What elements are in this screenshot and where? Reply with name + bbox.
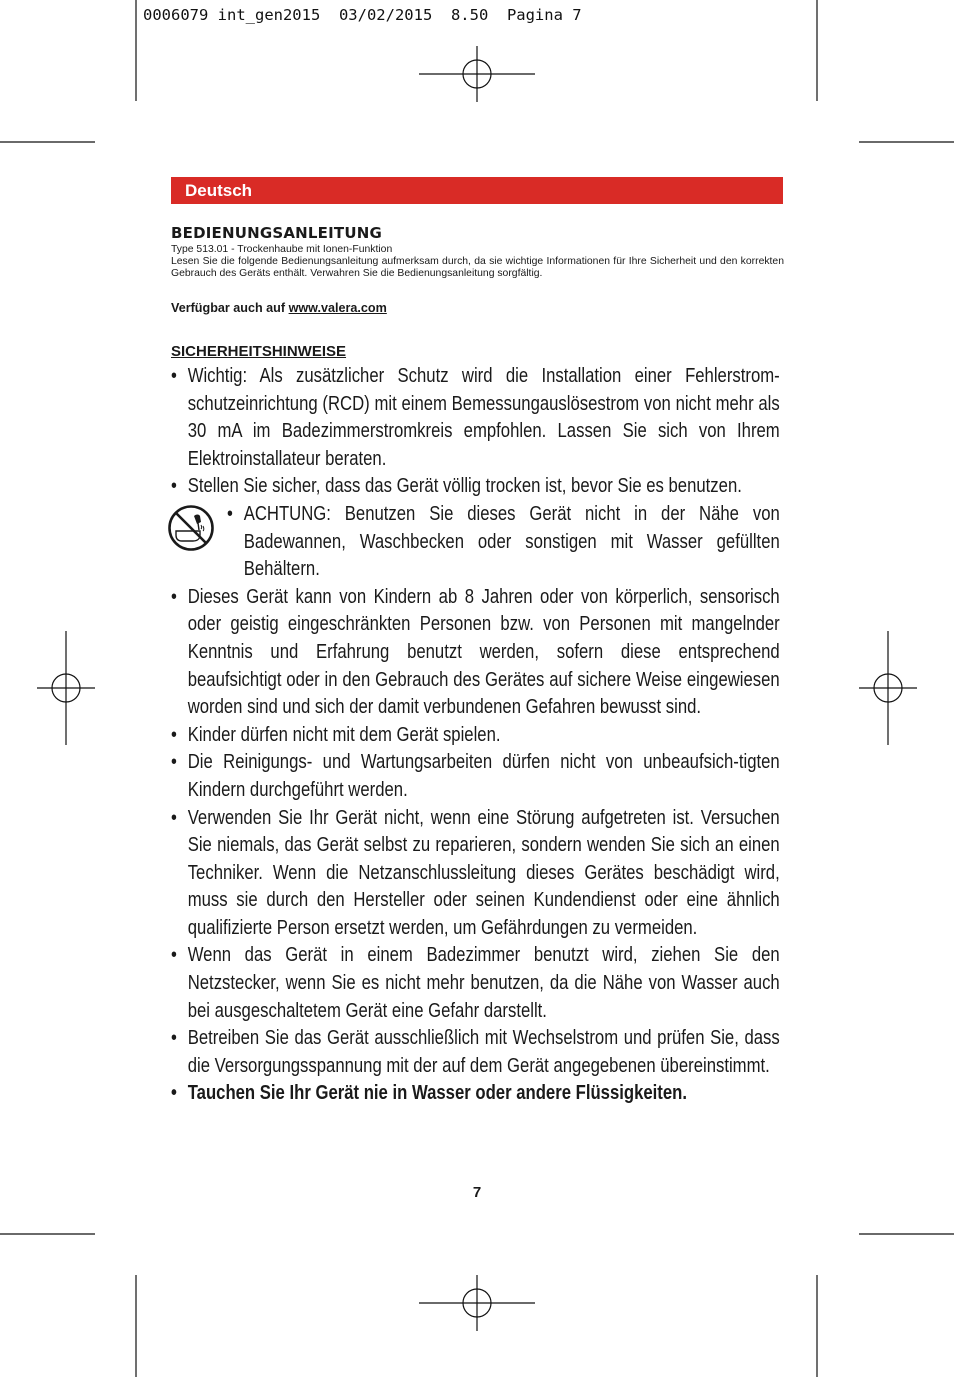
language-tab: Deutsch: [171, 177, 783, 204]
registration-mark-top: [419, 46, 535, 102]
list-item: • Die Reinigungs- und Wartungsarbeiten dürfen nicht von unbeaufsich-tigten Kindern durchgeführt werden.: [171, 749, 780, 804]
print-header: 0006079 int_gen2015 03/02/2015 8.50 Pagina 7: [143, 6, 582, 24]
registration-mark-bottom: [419, 1275, 535, 1331]
website-link[interactable]: www.valera.com: [288, 301, 387, 315]
warning-row: [171, 501, 784, 584]
type-line: Type 513.01 - Trockenhaube mit Ionen-Funktion: [171, 244, 393, 255]
intro-text: Lesen Sie die folgende Bedienungsanleitung aufmerksam durch, da sie wichtige Informationen für Ihre Sicherheit und den korrekten Gebrauch des Geräts enthält. Verwahren Sie die Bedienungsanleitung sorgfältig.: [171, 256, 784, 279]
safety-list: [171, 363, 784, 1108]
document-title: BEDIENUNGSANLEITUNG: [171, 224, 382, 242]
registration-mark-left: [37, 631, 95, 745]
list-item: • Stellen Sie sicher, dass das Gerät völlig trocken ist, bevor Sie es benutzen.: [171, 473, 780, 501]
list-item: • Verwenden Sie Ihr Gerät nicht, wenn eine Störung aufgetreten ist. Versuchen Sie niemals, das Gerät selbst zu reparieren, sondern wenden Sie sich an einen Techniker. Wenn die Netzanschlussleitung dieses Gerätes beschädigt wird, muss sie durch den Hersteller oder seinen Kundendienst oder eine ähnlich qualifizierte Person ersetzt werden, um Gefährdungen zu vermeiden.: [171, 805, 780, 943]
list-item: • Wichtig: Als zusätzlicher Schutz wird die Installation einer Fehlerstrom-schutzeinrichtung (RCD) mit einem Bemessungauslösestrom von nicht mehr als 30 mA im Badezimmerstromkreis empfohlen. Lassen Sie sich von Ihrem Elektroinstallateur beraten.: [171, 363, 780, 473]
list-item: • Betreiben Sie das Gerät ausschließlich mit Wechselstrom und prüfen Sie, dass die Versorgungsspannung mit der auf dem Gerät angegebenen übereinstimmt.: [171, 1025, 780, 1080]
page-number: 7: [472, 1184, 482, 1201]
safety-heading: SICHERHEITSHINWEISE: [171, 343, 347, 360]
list-item: • Wenn das Gerät in einem Badezimmer benutzt wird, ziehen Sie den Netzstecker, wenn Sie es nicht mehr benutzen, da die Nähe von Wasser auch bei ausgeschaltetem Gerät eine Gefahr darstellt.: [171, 942, 780, 1025]
list-item: • ACHTUNG: Benutzen Sie dieses Gerät nicht in der Nähe von Badewannen, Waschbecken oder sonstigen mit Wasser gefüllten Behältern.: [227, 501, 780, 584]
list-item: • Kinder dürfen nicht mit dem Gerät spielen.: [171, 722, 780, 750]
available-line: [171, 301, 784, 315]
manual-content: [171, 224, 784, 1108]
available-prefix: Verfügbar auch auf: [171, 301, 289, 315]
no-bathtub-icon: [167, 504, 215, 552]
registration-mark-right: [859, 631, 917, 745]
list-item: • Dieses Gerät kann von Kindern ab 8 Jahren oder von körperlich, sensorisch oder geistig eingeschränkten Personen bzw. von Personen mit mangelnder Kenntnis und Erfahrung benutzt werden, sofern diese entsprechend beaufsichtigt oder in den Gebrauch des Gerätes auf sichere Weise eingewiesen worden sind und sich der damit verbundenen Gefahren bewusst sind.: [171, 584, 780, 722]
list-item: • Tauchen Sie Ihr Gerät nie in Wasser oder andere Flüssigkeiten.: [171, 1080, 780, 1108]
